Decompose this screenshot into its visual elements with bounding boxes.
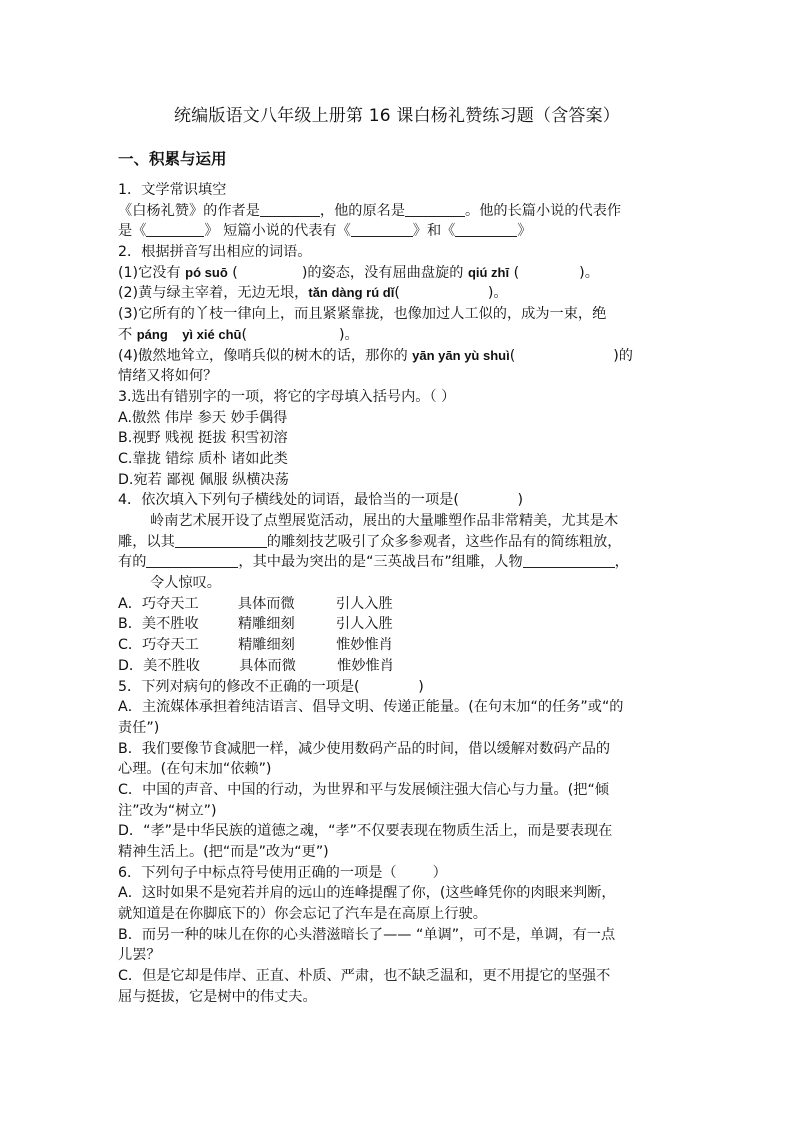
question-4-option-c: C．巧夺天工 精雕细刻 惟妙惟肖 xyxy=(118,637,393,654)
question-3-option-d: D.宛若 鄙视 佩服 纵横决荡 xyxy=(118,471,289,488)
question-2-item-1: (1)它没有 pó suō ( )的姿态，没有屈曲盘旋的 qiú zhī ( )。 xyxy=(118,264,599,281)
question-4-passage-1: 岭南艺术展开设了点塑展览活动，展出的大量雕塑作品非常精美，尤其是木 xyxy=(150,513,619,529)
pinyin: yān yān yù shuì xyxy=(412,347,510,363)
question-4-passage-4: 令人惊叹。 xyxy=(150,575,221,592)
question-6-option-a: A．这时如果不是宛若并肩的远山的连峰提醒了你，(这些峰凭你的肉眼来判断， xyxy=(118,885,616,902)
question-2-item-2: (2)黄与绿主宰着，无边无垠，tǎn dàng rú dǐ( )。 xyxy=(118,285,508,302)
question-5-option-a: A．主流媒体承担着纯洁语言、倡导文明、传递正能量。(在句末加“的任务”或“的 xyxy=(118,699,624,716)
question-4-passage-3: 有的 ，其中最为突出的是“三英战吕布”组雕，人物 ， xyxy=(118,554,629,571)
fill-blank[interactable] xyxy=(146,221,204,237)
pinyin: tǎn dàng rú dǐ xyxy=(308,285,395,301)
question-6-option-b: B．而另一种的味儿在你的心头潜滋暗长了—— “单调”，可不是，单调，有一点 xyxy=(118,926,616,943)
question-6-option-b-cont: 儿罢？ xyxy=(118,947,161,964)
fill-blank[interactable] xyxy=(146,552,238,568)
question-5-option-b-cont: 心理。(在句末加“依赖”) xyxy=(118,761,272,778)
document-title: 统编版语文八年级上册第 16 课白杨礼赞练习题（含答案） xyxy=(173,106,621,126)
question-4-stem: 4．依次填入下列句子横线处的词语，最恰当的一项是( ) xyxy=(118,492,524,509)
pinyin: páng yì xié chū xyxy=(136,326,242,342)
question-6-option-c-cont: 屈与挺拔，它是树中的伟丈夫。 xyxy=(118,988,317,1005)
question-1-line-2: 是《 》 短篇小说的代表有《 》和《 》 xyxy=(118,223,532,240)
pinyin: pó suō xyxy=(185,264,228,280)
question-2-item-4-cont: 情绪又将如何？ xyxy=(118,368,218,385)
fill-blank[interactable] xyxy=(455,221,517,237)
question-5-option-a-cont: 责任”) xyxy=(118,719,160,736)
section-heading: 一、积累与运用 xyxy=(118,150,227,168)
question-1-stem: 1．文学常识填空 xyxy=(118,182,227,198)
question-2-item-4: (4)傲然地耸立，像哨兵似的树木的话，那你的 yān yān yù shuì( )的 xyxy=(118,347,633,364)
question-4-option-b: B．美不胜收 精雕细刻 引人入胜 xyxy=(118,616,393,633)
question-5-option-b: B．我们要像节食减肥一样，减少使用数码产品的时间，借以缓解对数码产品的 xyxy=(118,740,611,757)
question-2-stem: 2．根据拼音写出相应的词语。 xyxy=(118,244,312,261)
question-1-line-1: 《白杨礼赞》的作者是 ，他的原名是 。他的长篇小说的代表作 xyxy=(118,202,622,219)
question-4-passage-2: 雕，以其 的雕刻技艺吸引了众多参观者，这些作品有的简练粗放， xyxy=(118,533,622,550)
exercise-content xyxy=(118,180,684,1008)
question-2-item-3-cont: 不 páng yì xié chū( )。 xyxy=(118,326,359,343)
question-6-option-a-cont: 就知道是在你脚底下的）你会忘记了汽车是在高原上行驶。 xyxy=(118,906,487,923)
fill-blank[interactable] xyxy=(523,552,615,568)
question-3-option-b: B.视野 贱视 挺拔 积雪初溶 xyxy=(118,430,288,447)
question-4-option-d: D．美不胜收 具体而微 惟妙惟肖 xyxy=(118,657,394,674)
question-5-option-d: D．“孝”是中华民族的道德之魂，“孝”不仅要表现在物质生活上，而是要表现在 xyxy=(118,823,613,840)
fill-blank[interactable] xyxy=(260,201,320,217)
question-6-stem: 6．下列句子中标点符号使用正确的一项是（ ） xyxy=(118,864,447,881)
pinyin: qiú zhī xyxy=(467,264,510,280)
question-3-stem: 3.选出有错别字的一项，将它的字母填入括号内。（ ） xyxy=(118,388,456,405)
question-5-stem: 5．下列对病句的修改不正确的一项是( ) xyxy=(118,678,424,695)
fill-blank[interactable] xyxy=(405,201,465,217)
question-5-option-d-cont: 精神生活上。(把“而是”改为“更”) xyxy=(118,844,329,860)
question-3-option-c: C.靠拢 错综 质朴 诸如此类 xyxy=(118,450,288,467)
question-5-option-c: C．中国的声音、中国的行动，为世界和平与发展倾注强大信心与力量。(把“倾 xyxy=(118,781,609,798)
question-4-option-a: A．巧夺天工 具体而微 引人入胜 xyxy=(118,595,393,612)
question-5-option-c-cont: 注”改为“树立”) xyxy=(118,802,217,819)
fill-blank[interactable] xyxy=(351,221,413,237)
question-3-option-a: A.傲然 伟岸 参天 妙手偶得 xyxy=(118,409,288,426)
fill-blank[interactable] xyxy=(175,532,267,548)
question-6-option-c: C．但是它却是伟岸、正直、朴质、严肃，也不缺乏温和，更不用提它的坚强不 xyxy=(118,968,611,985)
question-2-item-3: (3)它所有的丫枝一律向上，而且紧紧靠拢，也像加过人工似的，成为一束，绝 xyxy=(118,306,607,323)
